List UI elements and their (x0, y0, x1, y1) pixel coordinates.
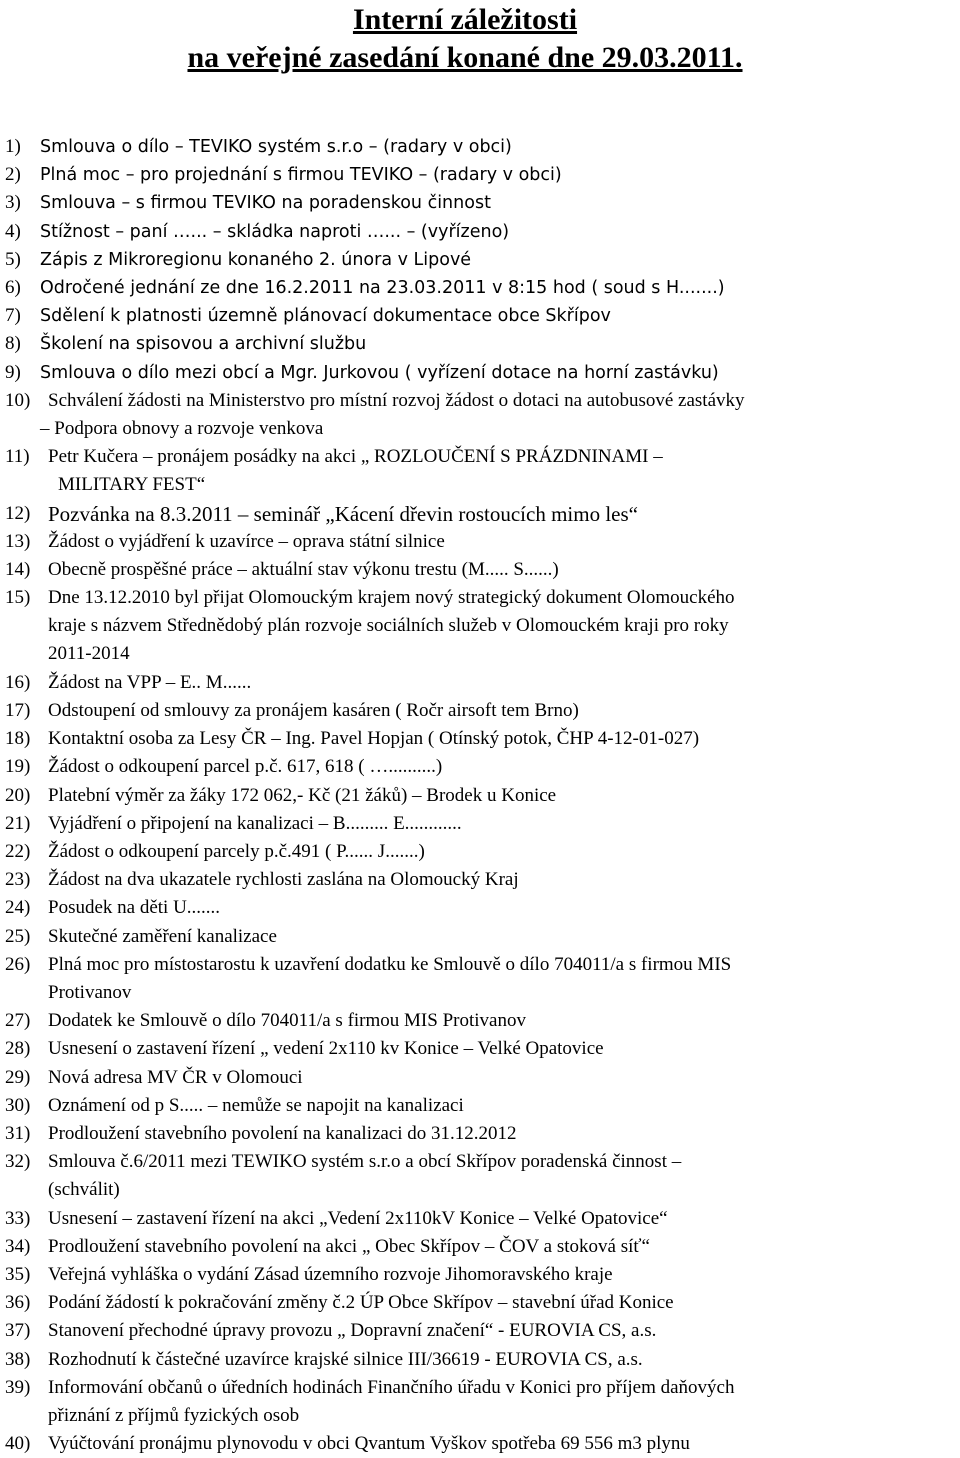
list-item-number: 4) (5, 220, 21, 242)
list-item-number: 27) (5, 1010, 31, 1032)
list-item-text: Smlouva č.6/2011 mezi TEWIKO systém s.r.o a obcí Skřípov poradenská činnost – (48, 1151, 682, 1173)
list-item-text: Skutečné zaměření kanalizace (48, 925, 277, 947)
list-item-text: Žádost o odkoupení parcely p.č.491 ( P...... J.......) (48, 841, 425, 862)
list-item-text: Usnesení o zastavení řízení „ vedení 2x110 kv Konice – Velké Opatovice (48, 1038, 604, 1060)
list-item-continuation: (schválit) (48, 1179, 120, 1201)
list-item-number: 7) (5, 305, 21, 327)
list-item-text: Žádost na VPP – E.. M...... (48, 671, 252, 693)
list-item-text: Školení na spisovou a archivní službu (40, 334, 367, 355)
list-item-text: Odročené jednání ze dne 16.2.2011 na 23.03.2011 v 8:15 hod ( soud s H.......) (40, 278, 725, 298)
list-item-number: 23) (5, 869, 31, 891)
list-item-number: 24) (5, 897, 31, 919)
list-item-number: 22) (5, 841, 31, 862)
list-item-text: Podání žádostí k pokračování změny č.2 ÚP Obce Skřípov – stavební úřad Konice (48, 1292, 674, 1314)
list-item-continuation: MILITARY FEST“ (58, 474, 206, 496)
list-item-number: 13) (5, 530, 31, 552)
list-item-text: Žádost na dva ukazatele rychlosti zaslána na Olomoucký Kraj (48, 869, 519, 891)
list-item-text: Plná moc – pro projednání s firmou TEVIKO – (radary v obci) (40, 165, 562, 186)
list-item-text: Kontaktní osoba za Lesy ČR – Ing. Pavel Hopjan ( Otínský potok, ČHP 4-12-01-027) (48, 728, 700, 750)
list-item-number: 8) (5, 333, 21, 355)
list-item-text: Dodatek ke Smlouvě o dílo 704011/a s firmou MIS Protivanov (48, 1010, 526, 1032)
list-item-text: Smlouva – s firmou TEVIKO na poradenskou činnost (40, 193, 491, 214)
list-item-text: Vyúčtování pronájmu plynovodu v obci Qvantum Vyškov spotřeba 69 556 m3 plynu (48, 1433, 690, 1455)
list-item-number: 21) (5, 812, 31, 834)
list-item-number: 31) (5, 1123, 31, 1144)
list-item-number: 33) (5, 1207, 31, 1229)
list-item-number: 12) (5, 502, 31, 524)
list-item-number: 29) (5, 1066, 31, 1088)
list-item-number: 32) (5, 1151, 31, 1173)
list-item-number: 6) (5, 277, 21, 298)
list-item-number: 1) (5, 136, 21, 157)
list-item-number: 34) (5, 1235, 31, 1257)
list-item-number: 37) (5, 1320, 31, 1342)
list-item-continuation: kraje s názvem Střednědobý plán rozvoje sociálních služeb v Olomouckém kraji pro roky (48, 615, 729, 637)
list-item-text: Usnesení – zastavení řízení na akci „Vedení 2x110kV Konice – Velké Opatovice“ (48, 1207, 668, 1229)
list-item-number: 17) (5, 700, 31, 721)
page-subtitle: na veřejné zasedání konané dne 29.03.2011. (187, 41, 743, 74)
list-item-continuation: 2011-2014 (48, 643, 130, 665)
list-item-text: Petr Kučera – pronájem posádky na akci „ ROZLOUČENÍ S PRÁZDNINAMI – (48, 446, 663, 468)
list-item-text: Veřejná vyhláška o vydání Zásad územního rozvoje Jihomoravského kraje (48, 1264, 613, 1285)
list-item-text: Prodloužení stavebního povolení na kanalizaci do 31.12.2012 (48, 1123, 517, 1144)
list-item-number: 16) (5, 671, 31, 693)
list-item-text: Rozhodnutí k částečné uzavírce krajské silnice III/36619 - EUROVIA CS, a.s. (48, 1348, 643, 1370)
list-item-text: Odstoupení od smlouvy za pronájem kasáren ( Ročr airsoft tem Brno) (48, 700, 579, 721)
list-item-text: Sdělení k platnosti územně plánovací dokumentace obce Skřípov (40, 306, 611, 327)
list-item-continuation: – Podpora obnovy a rozvoje venkova (40, 417, 324, 439)
list-item-number: 36) (5, 1292, 31, 1314)
list-item-number: 19) (5, 756, 31, 778)
list-item-text: Posudek na děti U....... (48, 897, 221, 919)
list-item-text: Žádost o odkoupení parcel p.č. 617, 618 ( …..........) (48, 756, 443, 778)
list-item-text: Nová adresa MV ČR v Olomouci (48, 1066, 303, 1088)
list-item-number: 38) (5, 1348, 31, 1370)
list-item-number: 10) (5, 389, 31, 411)
list-item-text: Platební výměr za žáky 172 062,- Kč (21 žáků) – Brodek u Konice (48, 784, 557, 806)
list-item-continuation: Protivanov (48, 981, 132, 1003)
list-item-text: Obecně prospěšné práce – aktuální stav výkonu trestu (M..... S......) (48, 559, 559, 580)
list-item-text: Smlouva o dílo – TEVIKO systém s.r.o – (radary v obci) (40, 137, 512, 157)
list-item-number: 26) (5, 953, 31, 975)
list-item-number: 9) (5, 361, 21, 383)
page-title: Interní záležitosti (352, 3, 578, 36)
list-item-number: 28) (5, 1038, 31, 1060)
list-item-text: Stížnost – paní …... – skládka naproti …... – (vyřízeno) (40, 221, 510, 242)
list-item-number: 14) (5, 559, 31, 580)
list-item-continuation: přiznání z příjmů fyzických osob (48, 1404, 300, 1426)
list-item-number: 15) (5, 587, 31, 609)
list-item-number: 25) (5, 925, 31, 947)
list-item-text: Oznámení od p S..... – nemůže se napojit na kanalizaci (48, 1094, 464, 1116)
list-item-number: 5) (5, 248, 21, 270)
list-item-number: 11) (5, 446, 30, 468)
list-item-number: 18) (5, 728, 31, 750)
list-item-number: 35) (5, 1264, 31, 1285)
list-item-text: Pozvánka na 8.3.2011 – seminář „Kácení dřevin rostoucích mimo les“ (48, 501, 638, 526)
list-item-text: Dne 13.12.2010 byl přijat Olomouckým krajem nový strategický dokument Olomouckého (48, 587, 735, 609)
list-item-text: Smlouva o dílo mezi obcí a Mgr. Jurkovou ( vyřízení dotace na horní zastávku) (40, 362, 719, 383)
list-item-number: 2) (5, 164, 21, 186)
list-item-text: Vyjádření o připojení na kanalizaci – B......... E............ (48, 812, 462, 834)
list-item-text: Plná moc pro místostarostu k uzavření dodatku ke Smlouvě o dílo 704011/a s firmou MIS (48, 953, 732, 975)
list-item-text: Prodloužení stavebního povolení na akci „ Obec Skřípov – ČOV a stoková síť“ (48, 1235, 650, 1257)
list-item-number: 40) (5, 1433, 31, 1455)
list-item-text: Schválení žádosti na Ministerstvo pro místní rozvoj žádost o dotaci na autobusové zastávky (48, 389, 745, 411)
list-item-number: 30) (5, 1094, 31, 1116)
list-item-number: 3) (5, 192, 21, 214)
list-item-text: Žádost o vyjádření k uzavírce – oprava státní silnice (48, 530, 445, 552)
list-item-text: Informování občanů o úředních hodinách Finančního úřadu v Konici pro příjem daňových (48, 1376, 735, 1398)
list-item-number: 39) (5, 1376, 31, 1398)
list-item-text: Stanovení přechodné úpravy provozu „ Dopravní značení“ - EUROVIA CS, a.s. (48, 1320, 657, 1342)
list-item-text: Zápis z Mikroregionu konaného 2. února v Lipové (40, 249, 472, 270)
list-item-number: 20) (5, 784, 31, 806)
